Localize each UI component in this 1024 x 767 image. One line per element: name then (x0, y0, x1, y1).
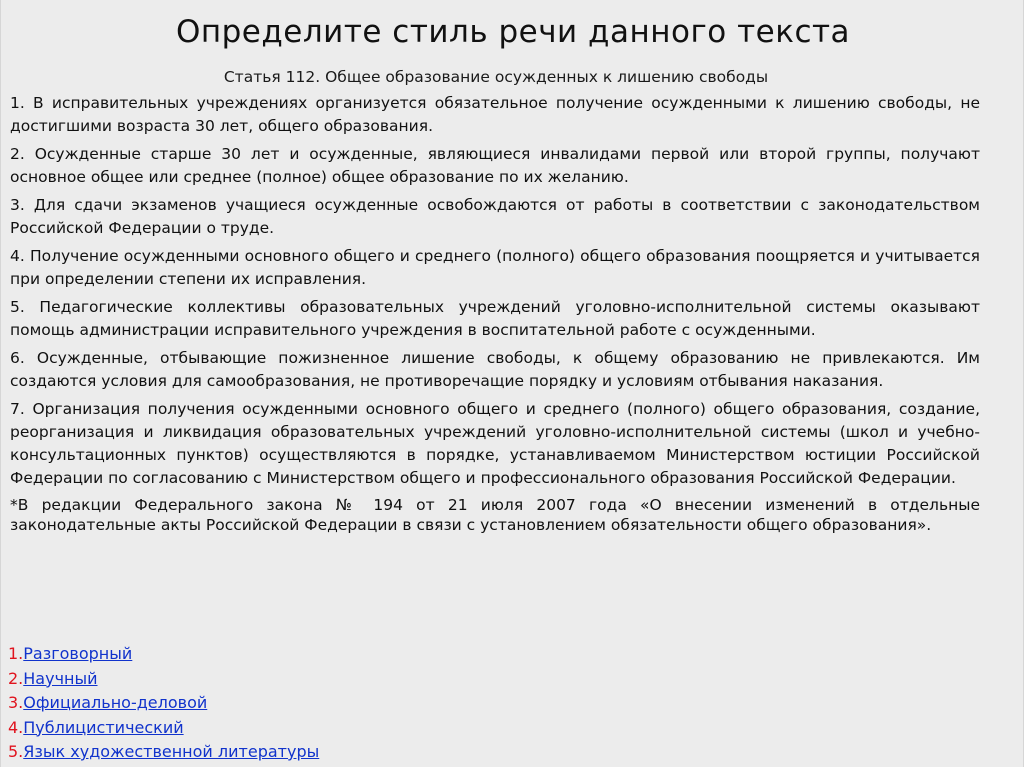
option-link-nauchny[interactable]: Научный (23, 668, 98, 688)
option-number: 2. (8, 668, 24, 688)
answer-options (8, 642, 319, 765)
option-link-publitsistichesky[interactable]: Публицистический (23, 717, 184, 737)
option-3 (8, 691, 319, 716)
option-number: 1. (8, 644, 24, 663)
option-link-ofitsialno-delovoy[interactable]: Официально-деловой (23, 693, 208, 712)
article-paragraph-3: 3. Для сдачи экзаменов учащиеся осужденные освобождаются от работы в соответствии с законодательством Российской Федерации о труде. (10, 196, 980, 237)
option-link-razgovorny[interactable]: Разговорный (23, 644, 133, 663)
article-footnote: *В редакции Федерального закона № 194 от 21 июля 2007 года «О внесении изменений в отдельные законодательные акты Российской Федерации в связи с установлением обязательности общего образования». (10, 496, 980, 534)
option-4 (8, 716, 319, 741)
option-1 (8, 642, 319, 667)
option-2 (8, 667, 319, 692)
article-paragraph-4: 4. Получение осужденными основного общего и среднего (полного) общего образования поощряется и учитывается при определении степени их исправления. (10, 247, 980, 288)
option-number: 3. (8, 693, 24, 712)
article-body (10, 92, 980, 540)
article-heading: Статья 112. Общее образование осужденных к лишению свободы (223, 68, 769, 86)
article-paragraph-5: 5. Педагогические коллективы образовательных учреждений уголовно-исполнительной системы оказывают помощь администрации исправительного учреждения в воспитательной работе с осужденными. (10, 298, 980, 339)
article-paragraph-2: 2. Осужденные старше 30 лет и осужденные, являющиеся инвалидами первой или второй группы, получают основное общее или среднее (полное) общее образование по их желанию. (10, 145, 980, 186)
option-link-khudozhestvenny[interactable]: Язык художественной литературы (23, 742, 320, 761)
slide-title: Определите стиль речи данного текста (175, 14, 851, 50)
option-number: 5. (8, 742, 24, 761)
option-5 (8, 740, 319, 765)
article-paragraph-1: 1. В исправительных учреждениях организуется обязательное получение осужденными к лишению свободы, не достигшими возраста 30 лет, общего образования. (10, 94, 980, 135)
article-paragraph-6: 6. Осужденные, отбывающие пожизненное лишение свободы, к общему образованию не привлекаются. Им создаются условия для самообразования, не противоречащие порядку и условиям отбывания наказания. (10, 349, 980, 390)
option-number: 4. (8, 717, 24, 737)
article-paragraph-7: 7. Организация получения осужденными основного общего и среднего (полного) общего образования, создание, реорганизация и ликвидация образовательных учреждений уголовно-исполнительной системы (школ и учебно-консультационных пунктов) осуществляются в порядке, устанавливаемом Министерством юстиции Российской Федерации по согласованию с Министерством общего и профессионального образования Российской Федерации. (10, 400, 980, 487)
